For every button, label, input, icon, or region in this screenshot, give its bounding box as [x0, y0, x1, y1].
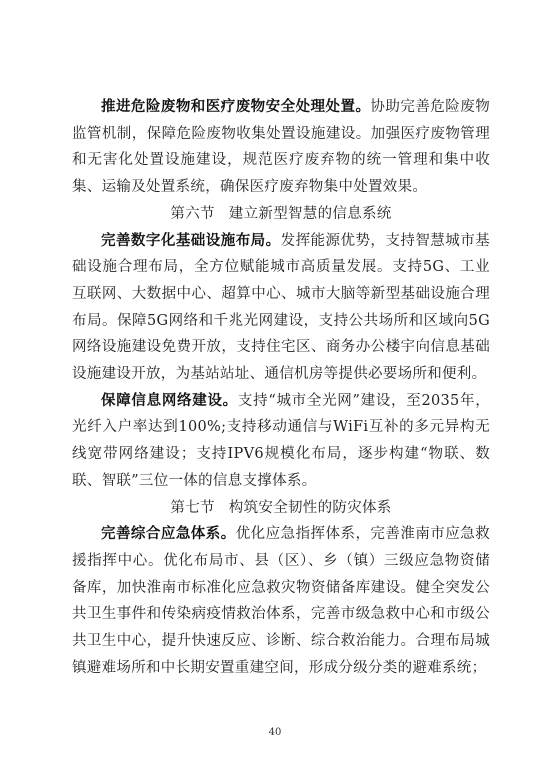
section-title: 建立新型智慧的信息系统 [228, 205, 392, 222]
paragraph-text: 发挥能源优势，支持智慧城市基础设施合理布局，全方位赋能城市高质量发展。支持5G、工业互联网、大数据中心、超算中心、城市大脑等新型基础设施合理布局。保障5G网络和千兆光网建设，支持公共场所和区域向5G网络设施建设免费开放，支持住宅区、商务办公楼宇向信息基础设施建设开放，为基站站址、通信机房等提供必要场所和便利。 [72, 232, 490, 383]
section-heading-6 [72, 201, 490, 228]
paragraph-digital-infrastructure [72, 228, 490, 388]
section-heading-7 [72, 495, 490, 522]
page-content [72, 94, 490, 681]
paragraph-hazardous-waste [72, 94, 490, 201]
page-number: 40 [268, 727, 282, 738]
paragraph-network-construction [72, 388, 490, 495]
paragraph-lead: 保障信息网络建设。 [101, 392, 238, 409]
paragraph-text: 支持“城市全光网”建设，至2035年，光纤入户率达到100%;支持移动通信与WiFi互补的多元异构无线宽带网络建设；支持IPV6规模化布局，逐步构建“物联、数联、智联”三位一体的信息支撑体系。 [72, 392, 490, 489]
paragraph-lead: 推进危险废物和医疗废物安全处理处置。 [101, 99, 371, 115]
section-title: 构筑安全韧性的防灾体系 [228, 499, 392, 516]
paragraph-text: 协助完善危险废物监管机制，保障危险废物收集处置设施建设。加强医疗废物管理和无害化处置设施建设，规范医疗废弃物的统一管理和集中收集、运输及处置系统，确保医疗废弃物集中处置效果。 [72, 99, 490, 196]
paragraph-lead: 完善综合应急体系。 [101, 526, 236, 543]
section-number: 第七节 [170, 499, 215, 516]
paragraph-lead: 完善数字化基础设施布局。 [101, 232, 281, 249]
paragraph-emergency-system [72, 521, 490, 681]
section-number: 第六节 [170, 205, 215, 222]
paragraph-text: 优化应急指挥体系，完善淮南市应急救援指挥中心。优化布局市、县（区）、乡（镇）三级应急物资储备库，加快淮南市标准化应急救灾物资储备库建设。健全突发公共卫生事件和传染病疫情救治体系，完善市级急救中心和市级公共卫生中心，提升快速反应、诊断、综合救治能力。合理布局城镇避难场所和中长期安置重建空间，形成分级分类的避难系统； [72, 526, 490, 676]
